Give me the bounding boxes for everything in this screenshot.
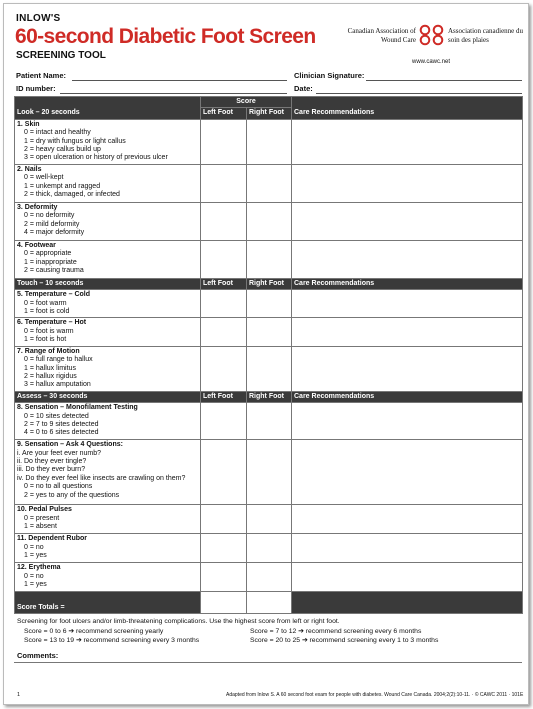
option: 1 = foot is hot	[24, 336, 67, 344]
option: 0 = foot warm	[24, 299, 67, 307]
comments-label: Comments:	[17, 651, 59, 660]
option: 4 = major deformity	[24, 229, 85, 237]
date-label: Date:	[294, 84, 313, 93]
screening-form	[3, 3, 529, 705]
org-url: www.cawc.net	[412, 59, 451, 65]
scoring-rule: Score = 7 to 12 ➔ recommend screening every 6 months	[250, 628, 422, 635]
left-score-cell[interactable]	[201, 290, 247, 318]
item-title: 12. Erythema	[17, 564, 61, 572]
option: 2 = hallux rigidus	[24, 372, 77, 380]
right-score-cell[interactable]	[247, 403, 292, 440]
option: 2 = thick, damaged, or infected	[24, 191, 120, 199]
item-title: 4. Footwear	[17, 241, 56, 249]
item-footwear-row	[15, 240, 523, 278]
option: 1 = absent	[24, 522, 57, 530]
item-title: 7. Range of Motion	[17, 347, 80, 355]
option: 0 = appropriate	[24, 250, 72, 258]
care-cell[interactable]	[292, 534, 523, 563]
right-foot-header: Right Foot	[247, 108, 292, 119]
option: 0 = full range to hallux	[24, 356, 93, 364]
option: 0 = well-kept	[24, 174, 64, 182]
care-header: Care Recommendations	[292, 391, 523, 402]
left-score-cell[interactable]	[201, 346, 247, 391]
item-title: 1. Skin	[17, 120, 40, 128]
right-score-cell[interactable]	[247, 240, 292, 278]
option: 1 = dry with fungus or light callus	[24, 137, 126, 145]
care-cell[interactable]	[292, 505, 523, 534]
clinician-signature-label: Clinician Signature:	[294, 71, 365, 80]
option: 3 = open ulceration or history of previous ulcer	[24, 154, 168, 162]
left-score-cell[interactable]	[201, 240, 247, 278]
section-assess-header: Assess – 30 seconds	[15, 391, 201, 402]
comments-rule	[14, 662, 522, 663]
item-erythema-row	[15, 563, 523, 592]
item-temp-hot-row	[15, 318, 523, 346]
item-deformity-row	[15, 202, 523, 240]
question: iv. Do they ever feel like insects are crawling on them?	[17, 474, 186, 482]
scoring-guide	[17, 618, 340, 627]
option: 2 = 7 to 9 sites detected	[24, 420, 99, 428]
option: 2 = heavy callus build up	[24, 146, 101, 154]
option: 4 = 0 to 6 sites detected	[24, 429, 99, 437]
patient-name-label: Patient Name:	[16, 71, 67, 80]
item-monofilament-row	[15, 403, 523, 440]
right-score-cell[interactable]	[247, 505, 292, 534]
left-score-cell[interactable]	[201, 202, 247, 240]
option: 0 = foot is warm	[24, 327, 74, 335]
item-title: 3. Deformity	[17, 203, 58, 211]
right-score-cell[interactable]	[247, 164, 292, 202]
section-touch-row	[15, 278, 523, 289]
item-title: 8. Sensation – Monofilament Testing	[17, 404, 138, 412]
item-questions-row	[15, 440, 523, 505]
right-score-cell[interactable]	[247, 440, 292, 505]
scoring-rule: Score = 0 to 6 ➔ recommend screening yearly	[24, 628, 164, 635]
care-cell[interactable]	[292, 290, 523, 318]
option: 0 = 10 sites detected	[24, 412, 89, 420]
care-cell[interactable]	[292, 202, 523, 240]
care-cell[interactable]	[292, 346, 523, 391]
option: 1 = yes	[24, 580, 47, 588]
item-title: 10. Pedal Pulses	[17, 506, 72, 514]
right-foot-header: Right Foot	[247, 391, 292, 402]
left-score-cell[interactable]	[201, 164, 247, 202]
id-number-label: ID number:	[16, 84, 56, 93]
option: 0 = no deformity	[24, 212, 75, 220]
score-header: Score	[201, 97, 292, 108]
item-skin-row	[15, 119, 523, 164]
cawc-hands-logo-icon	[418, 24, 446, 46]
question: ii. Do they ever tingle?	[17, 457, 87, 465]
option: 3 = hallux amputation	[24, 381, 91, 389]
care-cell[interactable]	[292, 164, 523, 202]
care-cell[interactable]	[292, 240, 523, 278]
option: 2 = causing trauma	[24, 267, 84, 275]
right-score-cell[interactable]	[247, 563, 292, 592]
section-assess-row	[15, 391, 523, 402]
page-number: 1	[17, 692, 21, 698]
brand-name: INLOW'S	[16, 13, 61, 24]
right-score-cell[interactable]	[247, 202, 292, 240]
option: 0 = no	[24, 572, 44, 580]
care-cell[interactable]	[292, 563, 523, 592]
left-score-cell[interactable]	[201, 563, 247, 592]
care-cell[interactable]	[292, 318, 523, 346]
question: i. Are your feet ever numb?	[17, 449, 102, 457]
option: 2 = mild deformity	[24, 220, 80, 228]
page-subtitle: SCREENING TOOL	[16, 50, 106, 61]
right-score-cell[interactable]	[247, 318, 292, 346]
right-score-cell[interactable]	[247, 290, 292, 318]
option: 1 = yes	[24, 551, 47, 559]
option: 2 = yes to any of the questions	[24, 491, 120, 499]
option: 0 = present	[24, 514, 60, 522]
patient-name-line[interactable]	[72, 80, 287, 81]
left-foot-header: Left Foot	[201, 391, 247, 402]
left-score-cell[interactable]	[201, 119, 247, 164]
item-title: 6. Temperature – Hot	[17, 319, 87, 327]
option: 0 = intact and healthy	[24, 129, 91, 137]
item-nails-row	[15, 164, 523, 202]
section-touch-header: Touch – 10 seconds	[15, 278, 201, 289]
score-totals-label: Score Totals =	[15, 592, 201, 614]
care-cell[interactable]	[292, 403, 523, 440]
option: 1 = hallux limitus	[24, 364, 76, 372]
scoring-intro: Screening for foot ulcers and/or limb-threatening complications. Use the highest score from left or right foot.	[17, 618, 340, 625]
left-total-cell[interactable]	[201, 592, 247, 614]
left-foot-header: Left Foot	[201, 278, 247, 289]
right-score-cell[interactable]	[247, 534, 292, 563]
option: 1 = foot is cold	[24, 308, 70, 316]
id-number-line[interactable]	[60, 93, 287, 94]
care-cell[interactable]	[292, 440, 523, 505]
left-score-cell[interactable]	[201, 505, 247, 534]
item-title: 5. Temperature – Cold	[17, 291, 91, 299]
org-name-french: Association canadienne du soin des plaies	[448, 27, 524, 44]
item-title: 11. Dependent Rubor	[17, 535, 88, 543]
scoring-rule: Score = 13 to 19 ➔ recommend screening every 3 months	[24, 637, 200, 644]
clinician-signature-line[interactable]	[366, 80, 522, 81]
left-score-cell[interactable]	[201, 440, 247, 505]
care-header: Care Recommendations	[292, 97, 523, 120]
page-title: 60-second Diabetic Foot Screen	[15, 25, 316, 48]
option: 1 = inappropriate	[24, 258, 77, 266]
left-score-cell[interactable]	[201, 403, 247, 440]
option: 0 = no	[24, 543, 44, 551]
item-title: 9. Sensation – Ask 4 Questions:	[17, 441, 123, 449]
option: 1 = unkempt and ragged	[24, 182, 101, 190]
question: iii. Do they ever burn?	[17, 466, 86, 474]
section-look-header: Look – 20 seconds	[15, 97, 201, 120]
scoring-rule: Score = 20 to 25 ➔ recommend screening every 1 to 3 months	[250, 637, 439, 644]
totals-spacer	[292, 592, 523, 614]
right-score-cell[interactable]	[247, 119, 292, 164]
item-pedal-pulses-row	[15, 505, 523, 534]
right-total-cell[interactable]	[247, 592, 292, 614]
item-temp-cold-row	[15, 290, 523, 318]
right-foot-header: Right Foot	[247, 278, 292, 289]
date-line[interactable]	[316, 93, 522, 94]
score-totals-row	[15, 592, 523, 614]
org-name-english: Canadian Association of Wound Care	[347, 27, 416, 44]
care-header: Care Recommendations	[292, 278, 523, 289]
care-cell[interactable]	[292, 119, 523, 164]
right-score-cell[interactable]	[247, 346, 292, 391]
option: 0 = no to all questions	[24, 483, 93, 491]
left-score-cell[interactable]	[201, 318, 247, 346]
item-dependent-rubor-row	[15, 534, 523, 563]
item-range-of-motion-row	[15, 346, 523, 391]
left-foot-header: Left Foot	[201, 108, 247, 119]
left-score-cell[interactable]	[201, 534, 247, 563]
citation-footnote: Adapted from Inlow S. A 60 second foot exam for people with diabetes. Wound Care Canada. 2004;2(2):10-11. · © CAWC 2011 · 101E	[226, 692, 524, 698]
screening-table	[14, 96, 523, 614]
item-title: 2. Nails	[17, 165, 42, 173]
